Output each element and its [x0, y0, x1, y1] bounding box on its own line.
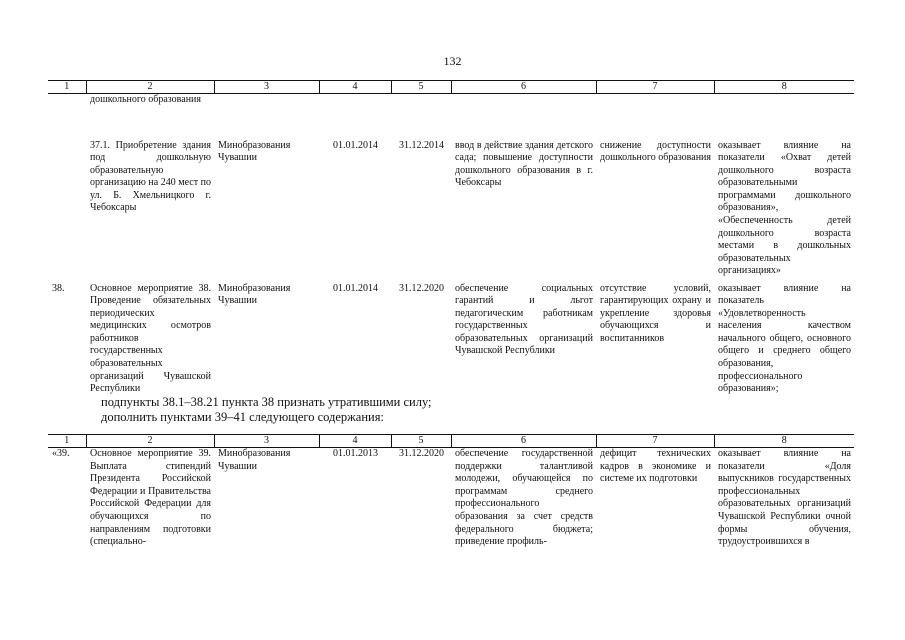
row-number: [48, 94, 86, 140]
amendment-paragraph: дополнить пунктами 39–41 следующего содержания:: [101, 410, 384, 424]
row-number: «39.: [52, 448, 70, 459]
executor: Минобразования Чувашии: [218, 448, 291, 472]
table-row: [48, 448, 854, 549]
end-date: 31.12.2020: [399, 282, 444, 294]
start-date: 01.01.2014: [333, 282, 378, 294]
col-header: 6: [451, 435, 596, 448]
col-header: 6: [451, 81, 596, 94]
end-date: [391, 94, 451, 140]
consequences: отсутствие условий, гарантирующих охрану и укрепление здоровья обучающихся и воспитанников: [600, 282, 711, 344]
table-row: [48, 140, 854, 283]
col-header: 7: [596, 81, 714, 94]
expected-result: обеспечение социальных гарантий и льгот педагогическим работникам государственных образовательных организаций Чувашской Республики: [455, 282, 593, 357]
table-header-row: [48, 435, 854, 448]
consequences: [596, 94, 714, 140]
measure-name: дошкольного образования: [90, 94, 202, 105]
start-date: 01.01.2014: [333, 139, 378, 151]
executor: [214, 94, 319, 140]
indicator-link: оказывает влияние на показатель «Удовлетворенность населения качеством начального общего, основного общего и среднего общего образования, профессионального образования»;: [718, 282, 851, 395]
measure-name: Основное мероприятие 38. Проведение обязательных периодических медицинских осмотров работников государственных образовательных организаций Чувашской Республики: [90, 282, 211, 395]
start-date: [319, 94, 391, 140]
end-date: 31.12.2014: [399, 139, 444, 151]
expected-result: ввод в действие здания детского сада; повышение доступности дошкольного образования в г. Чебоксары: [455, 139, 593, 189]
col-header: 3: [214, 81, 319, 94]
col-header: 1: [48, 81, 86, 94]
executor: Минобразования Чувашии: [218, 282, 291, 307]
col-header: 4: [319, 81, 391, 94]
end-date: 31.12.2020: [399, 448, 444, 459]
row-number: 38.: [52, 282, 65, 294]
table-header-row: [48, 81, 854, 94]
expected-result: обеспечение государственной поддержки талантливой молодежи, обучающейся по программам среднего профессионального образования за счет средств федерального бюджета; приведение профиль-: [455, 448, 593, 548]
indicator-link: [714, 94, 854, 140]
measure-name: Основное мероприятие 39. Выплата стипендий Президента Российской Федерации и Правительства Российской Федерации для обучающихся по направлениям подготовки (специально-: [90, 448, 211, 548]
col-header: 7: [596, 435, 714, 448]
col-header: 1: [48, 435, 86, 448]
measure-name: 37.1. Приобретение здания под дошкольную образовательную организацию на 240 мест по ул. Б. Хмельницкого г. Чебоксары: [90, 139, 211, 214]
indicator-link: оказывает влияние на показатели «Охват детей дошкольного возраста образовательными программами дошкольного образования», «Обеспеченность детей дошкольного возраста местами в дошкольных образовательных организациях»: [718, 139, 851, 277]
table-row: [48, 94, 854, 140]
col-header: 5: [391, 81, 451, 94]
col-header: 2: [86, 81, 214, 94]
indicator-link: оказывает влияние на показатели «Доля выпускников государственных профессиональных образовательных организаций Чувашской Республики очной формы обучения, трудоустроившихся в: [718, 448, 851, 548]
col-header: 4: [319, 435, 391, 448]
col-header: 8: [714, 81, 854, 94]
executor: Минобразования Чувашии: [218, 139, 291, 164]
measures-table-bottom: [48, 434, 854, 549]
table-row: [48, 283, 854, 396]
col-header: 8: [714, 435, 854, 448]
col-header: 5: [391, 435, 451, 448]
col-header: 2: [86, 435, 214, 448]
consequences: снижение доступности дошкольного образования: [600, 139, 712, 164]
row-number: [48, 140, 86, 283]
consequences: дефицит технических кадров в экономике и системе их подготовки: [600, 448, 711, 485]
measures-table-top: [48, 80, 854, 396]
col-header: 3: [214, 435, 319, 448]
start-date: 01.01.2013: [333, 448, 378, 459]
page-number: 132: [443, 54, 462, 68]
amendment-paragraph: подпункты 38.1–38.21 пункта 38 признать утратившими силу;: [101, 395, 432, 409]
expected-result: [451, 94, 596, 140]
